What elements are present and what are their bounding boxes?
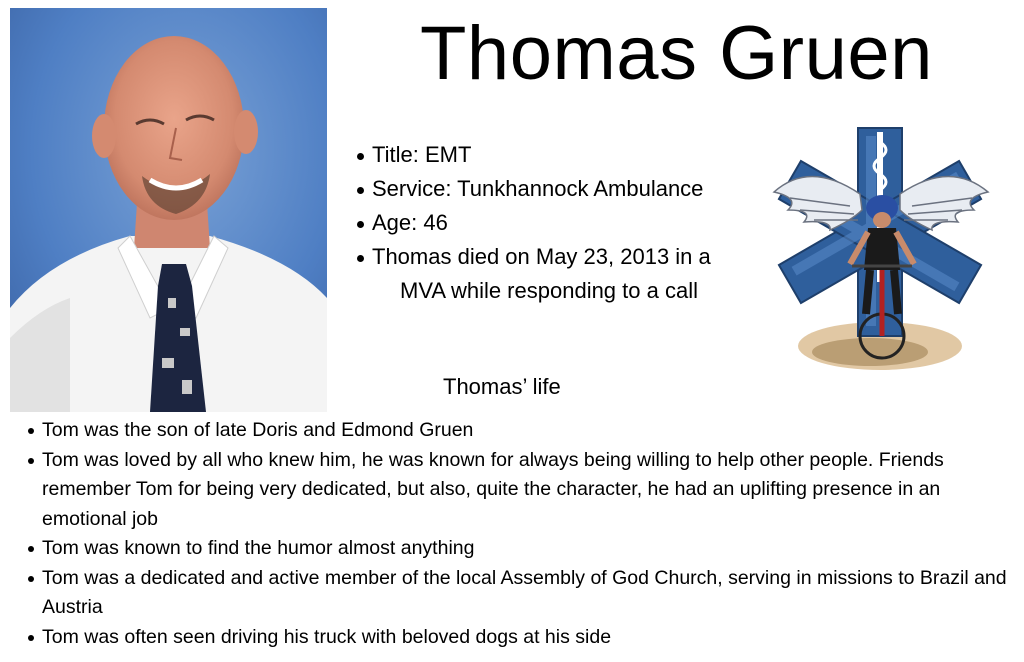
portrait-photo [10,8,327,412]
portrait-illustration [10,8,327,412]
life-item: Tom was loved by all who knew him, he was known for always being willing to help other people. Friends remember Tom for being very dedicated, but also, quite the character, he had an uplifting presence in an emotional job [26,446,1011,535]
fact-death-continuation: MVA while responding to a call [400,278,698,303]
life-list [26,416,1011,652]
star-of-life-emblem [770,124,992,382]
life-item: Tom was the son of late Doris and Edmond Gruen [26,416,1011,446]
life-item: Tom was a dedicated and active member of the local Assembly of God Church, serving in missions to Brazil and Austria [26,564,1011,623]
fact-title: Title: EMT [354,138,774,172]
fact-service: Service: Tunkhannock Ambulance [354,172,774,206]
life-item: Tom was known to find the humor almost anything [26,534,1011,564]
fact-death: Thomas died on May 23, 2013 in a MVA while responding to a call [354,240,774,308]
life-item: Tom was often seen driving his truck with beloved dogs at his side [26,623,1011,653]
page-title: Thomas Gruen [420,11,933,96]
life-section-heading: Thomas’ life [443,374,561,399]
emblem-illustration [770,124,992,382]
fact-age: Age: 46 [354,206,774,240]
facts-list [354,138,774,308]
